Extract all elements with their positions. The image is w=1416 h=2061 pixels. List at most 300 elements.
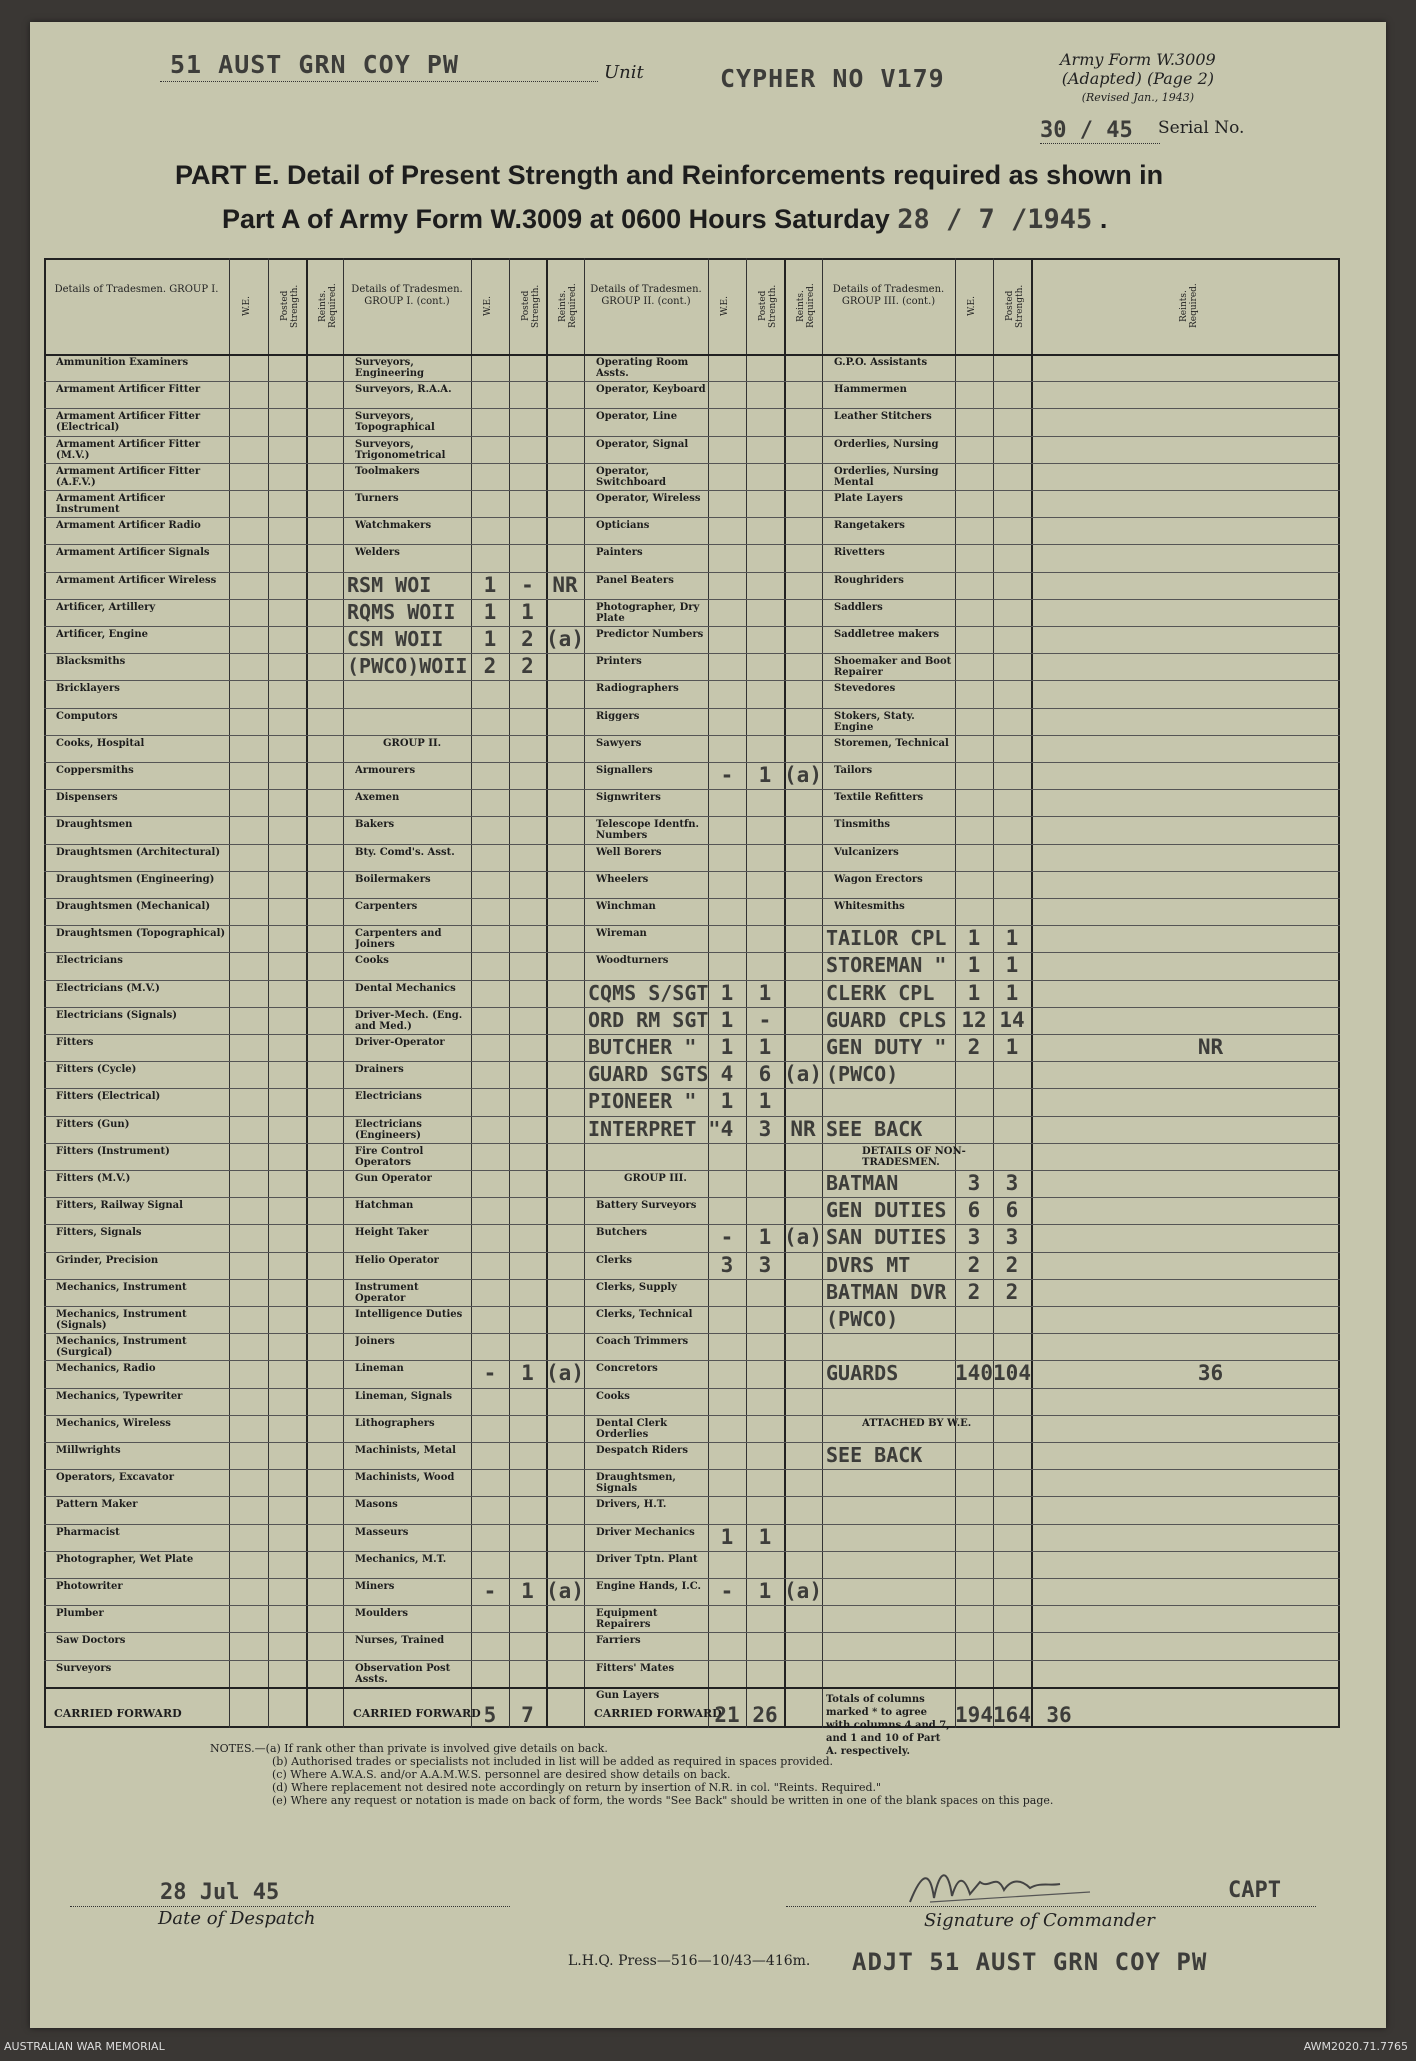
trade-name: Fitters (Electrical) [56, 1091, 161, 1103]
typed-we: 2 [967, 1035, 981, 1059]
trade-name: Equipment Repairers [596, 1608, 658, 1631]
trade-name: Fitters, Signals [56, 1227, 142, 1239]
column-rule [229, 258, 230, 1728]
title-line-2 [222, 204, 1107, 235]
trade-name: Orderlies, Nursing [834, 438, 939, 450]
typed-trade: GEN DUTY " [826, 1035, 947, 1059]
typed-posted: 2 [521, 627, 534, 651]
posted-header: Posted Strength. [758, 284, 778, 328]
group-header: Details of Tradesmen. GROUP I. (cont.) [351, 284, 463, 307]
row-rule [44, 1442, 1340, 1443]
serial-line [1040, 143, 1160, 144]
archive-id: AWM2020.71.7765 [1303, 2040, 1408, 2053]
despatch-label: Date of Despatch [158, 1908, 316, 1929]
carried-rule [44, 1687, 1340, 1689]
typed-reints: (a) [784, 1579, 822, 1603]
trade-name: Watchmakers [355, 520, 432, 532]
trade-name: Computors [56, 710, 118, 722]
trade-name: Intelligence Duties [355, 1309, 463, 1320]
title-line-1: PART E. Detail of Present Strength and Reinforcements required as shown in [175, 160, 1164, 190]
typed-reints: NR [790, 1116, 816, 1141]
trade-name: Mechanics, Instrument [56, 1281, 187, 1293]
trade-name: Observation Post Assts. [355, 1662, 451, 1685]
trade-name: Draughtsmen (Architectural) [56, 846, 221, 858]
trade-name: Operator, Signal [596, 438, 689, 450]
trade-name: Riggers [596, 710, 640, 722]
reints-header: Reints. Required. [317, 283, 338, 329]
row-rule [44, 1197, 1340, 1198]
header-rule [44, 354, 1340, 356]
typed-trade: BUTCHER " [588, 1035, 697, 1059]
trade-name: Surveyors, Trigonometrical [355, 438, 446, 461]
trade-name: Wagon Erectors [834, 873, 923, 885]
trade-name: Cooks, Hospital [56, 737, 145, 749]
trade-name: Grinder, Precision [56, 1254, 159, 1266]
typed-posted: 104 [993, 1361, 1031, 1386]
trade-name: Driver-Mech. (Eng. and Med.) [355, 1009, 463, 1032]
trade-name: Millwrights [56, 1445, 121, 1456]
trade-name: Painters [596, 547, 643, 559]
row-rule [44, 1578, 1340, 1579]
column-rule [306, 258, 308, 1728]
typed-we: 1 [720, 1007, 734, 1032]
notes-block [210, 1742, 1053, 1807]
carried-c4_reints: 36 [1046, 1702, 1072, 1727]
trade-name: Woodturners [596, 955, 669, 967]
trade-name: Saddlers [834, 601, 883, 613]
trade-name: Nurses, Trained [355, 1635, 445, 1647]
trade-name: Plate Layers [834, 493, 903, 504]
trade-name: Miners [355, 1581, 395, 1592]
commander-signature [900, 1862, 1140, 1908]
typed-we: 1 [483, 572, 497, 597]
trade-name: Photographer, Wet Plate [56, 1553, 194, 1565]
trade-name: Clerks, Supply [596, 1281, 677, 1293]
trade-name: Butchers [596, 1227, 647, 1239]
trade-name: Dispensers [56, 792, 118, 804]
typed-we: 3 [720, 1252, 734, 1277]
reints-header: Reints. Required. [558, 283, 578, 329]
typed-trade: CQMS S/SGT [588, 980, 709, 1005]
typed-reints: (a) [546, 1361, 584, 1386]
typed-we: 2 [967, 1252, 981, 1277]
row-rule [44, 1524, 1340, 1525]
typed-we: 6 [967, 1198, 981, 1223]
typed-we: 1 [720, 1524, 734, 1549]
trade-name: Mechanics, Instrument (Surgical) [56, 1336, 187, 1359]
carried-c3_posted: 26 [752, 1702, 778, 1727]
serial-label: Serial No. [1158, 118, 1245, 138]
trade-name: Battery Surveyors [596, 1200, 697, 1212]
typed-we: - [483, 1579, 497, 1603]
row-rule [44, 925, 1340, 926]
row-rule [44, 1605, 1340, 1606]
trade-name: Driver Mechanics [596, 1526, 695, 1538]
row-rule [44, 1496, 1340, 1497]
trade-name: Gun Layers [596, 1689, 660, 1701]
typed-we: 1 [720, 1089, 734, 1114]
trade-name: Armament Artificer Wireless [56, 574, 217, 586]
carried-c4_we: 194 [955, 1702, 993, 1727]
trade-name: Farriers [596, 1635, 641, 1647]
trade-name: Welders [355, 547, 400, 559]
typed-reints: NR [1197, 1035, 1224, 1059]
trade-name: Fitters [56, 1037, 94, 1048]
row-rule [44, 1170, 1340, 1171]
trade-name: Turners [355, 493, 399, 504]
trade-name: Electricians (Signals) [56, 1009, 177, 1021]
trade-name: Mechanics, Radio [56, 1363, 156, 1375]
trade-name: Driver Tptn. Plant [596, 1553, 698, 1565]
row-rule [44, 517, 1340, 518]
row-rule [44, 762, 1340, 763]
typed-posted: - [758, 1007, 772, 1032]
typed-trade: (PWCO) [826, 1062, 899, 1087]
typed-reints: (a) [784, 763, 822, 787]
trade-name: Stokers, Staty. Engine [834, 710, 915, 733]
typed-posted: 1 [1005, 1035, 1019, 1059]
signature-line [786, 1906, 1316, 1907]
typed-trade: BATMAN [826, 1171, 899, 1195]
typed-we: 2 [483, 654, 497, 679]
despatch-date: 28 Jul 45 [160, 1880, 280, 1905]
typed-posted: 6 [1005, 1198, 1019, 1223]
trade-name: Carpenters and Joiners [355, 928, 442, 951]
row-rule [44, 871, 1340, 872]
typed-reints: (a) [546, 1579, 584, 1603]
trade-name: Draughtsmen (Topographical) [56, 928, 226, 940]
note-b: (b) Authorised trades or specialists not included in list will be added as required in spaces provided. [272, 1755, 834, 1768]
trade-name: Photowriter [56, 1581, 123, 1592]
trade-name: Well Borers [596, 846, 662, 858]
typed-trade: STOREMAN " [826, 953, 947, 978]
typed-posted: 3 [758, 1116, 772, 1141]
typed-we: - [720, 763, 734, 787]
typed-posted: 2 [1005, 1252, 1019, 1277]
trade-name: Draughtsmen (Mechanical) [56, 901, 211, 912]
trade-name: Electricians (Engineers) [355, 1118, 422, 1141]
typed-trade: GEN DUTIES [826, 1198, 947, 1223]
trade-name: Boilermakers [355, 873, 431, 885]
reints-header: Reints. Required. [796, 283, 816, 329]
carried-forward-label: CARRIED FORWARD [54, 1706, 182, 1720]
trade-name: G.P.O. Assistants [834, 357, 928, 368]
row-rule [44, 1279, 1340, 1280]
note-e: (e) Where any request or notation is made on back of form, the words "See Back" should be written in one of the blank spaces on this page. [272, 1794, 1054, 1807]
trade-name: Mechanics, Wireless [56, 1417, 171, 1429]
totals-note: Totals of columns marked * to agree with columns 4 and 7, and 1 and 10 of Part A. respectively. [826, 1693, 950, 1757]
trade-name: Whitesmiths [834, 901, 905, 912]
trade-name: Fitters (M.V.) [56, 1173, 131, 1184]
carried-c2_posted: 7 [521, 1702, 534, 1727]
trade-name: Operator, Keyboard [596, 384, 706, 396]
typed-posted: - [521, 572, 534, 597]
section-heading: GROUP II. [383, 737, 442, 749]
trade-name: Fitters, Railway Signal [56, 1200, 183, 1212]
trade-name: Surveyors, Engineering [355, 357, 425, 379]
trade-name: Radiographers [596, 683, 679, 695]
we-header: W.E. [241, 296, 252, 316]
trade-name: Clerks, Technical [596, 1309, 693, 1320]
trade-name: Armourers [355, 765, 416, 776]
trade-name: Pattern Maker [56, 1499, 138, 1511]
serial-value: 30 / 45 [1040, 118, 1133, 143]
trade-name: Wireman [596, 928, 647, 940]
typed-posted: 2 [521, 654, 534, 679]
we-header: W.E. [967, 296, 977, 316]
typed-posted: 1 [758, 980, 772, 1005]
reints-header: Reints. Required. [1178, 283, 1199, 329]
form-adapted: (Adapted) (Page 2) [1061, 69, 1215, 88]
column-rule [784, 258, 786, 1728]
trade-name: Artificer, Engine [56, 629, 148, 640]
posted-header: Posted Strength. [520, 284, 541, 328]
typed-trade: GUARDS [826, 1361, 899, 1386]
typed-posted: 1 [521, 1579, 534, 1603]
typed-reints: 36 [1197, 1361, 1224, 1386]
row-rule [44, 952, 1340, 953]
typed-trade: BATMAN DVR [826, 1279, 947, 1304]
trade-name: Bty. Comd's. Asst. [355, 846, 455, 858]
typed-we: 12 [961, 1007, 987, 1032]
trade-name: Moulders [355, 1608, 409, 1620]
trade-name: Height Taker [355, 1227, 429, 1239]
trade-name: Vulcanizers [834, 846, 899, 858]
typed-reints: (a) [784, 1225, 822, 1250]
trade-name: Wheelers [596, 873, 649, 885]
typed-reints: (a) [784, 1062, 822, 1087]
carried-c3_we: 21 [714, 1702, 740, 1727]
adjutant-stamp: ADJT 51 AUST GRN COY PW [852, 1948, 1208, 1976]
trade-name: Joiners [355, 1336, 395, 1348]
trade-name: Drivers, H.T. [596, 1499, 667, 1511]
trade-name: Printers [596, 656, 642, 668]
typed-trade: SEE BACK [826, 1116, 923, 1141]
typed-reints: NR [552, 572, 578, 597]
row-rule [44, 572, 1340, 573]
trade-name: Roughriders [834, 574, 904, 586]
group-header: Details of Tradesmen. GROUP III. (cont.) [832, 284, 945, 307]
trade-name: Dental Mechanics [355, 982, 456, 994]
archive-credit: AUSTRALIAN WAR MEMORIAL [4, 2040, 165, 2053]
typed-trade: TAILOR CPL [826, 926, 947, 951]
trade-name: Engine Hands, I.C. [596, 1581, 702, 1592]
typed-trade: PIONEER " [588, 1089, 697, 1114]
typed-we: 2 [967, 1279, 981, 1304]
typed-we: 1 [967, 980, 981, 1005]
trade-name: Draughtsmen (Engineering) [56, 873, 215, 885]
unit-line [160, 81, 598, 82]
typed-trade: GUARD SGTS [588, 1062, 709, 1087]
despatch-line [70, 1906, 510, 1907]
group-header: Details of Tradesmen. GROUP I. [54, 284, 219, 295]
carried-c4_posted: 164 [993, 1702, 1031, 1727]
trade-name: Electricians (M.V.) [56, 982, 160, 994]
group-header: Details of Tradesmen. GROUP II. (cont.) [590, 284, 702, 307]
section-heading: GROUP III. [624, 1173, 687, 1184]
typed-trade: CLERK CPL [826, 980, 935, 1005]
trade-name: Operators, Excavator [56, 1472, 174, 1484]
form-name: Army Form W.3009 [1060, 50, 1216, 69]
typed-trade: SEE BACK [826, 1443, 923, 1467]
trade-name: Coppersmiths [56, 765, 134, 776]
column-rule [546, 258, 548, 1728]
typed-posted: 3 [758, 1252, 772, 1277]
typed-trade: (PWCO) [826, 1307, 899, 1331]
row-rule [44, 708, 1340, 709]
trade-name: Masseurs [355, 1526, 409, 1538]
trade-name: Electricians [56, 955, 123, 967]
typed-trade: SAN DUTIES [826, 1225, 947, 1250]
trade-name: Mechanics, M.T. [355, 1553, 447, 1565]
trade-name: Electricians [355, 1091, 422, 1103]
typed-we: - [483, 1361, 497, 1386]
typed-we: - [720, 1579, 734, 1603]
column-rule [584, 258, 585, 1728]
typed-posted: 1 [1005, 926, 1019, 951]
trade-name: Photographer, Dry Plate [596, 601, 700, 624]
typed-we: 1 [720, 1035, 734, 1059]
trade-name: Toolmakers [355, 465, 420, 477]
row-rule [44, 653, 1340, 654]
carried-c2_we: 5 [483, 1702, 497, 1727]
trade-name: Tinsmiths [834, 819, 891, 831]
section-heading: ATTACHED BY W.E. [862, 1417, 972, 1429]
typed-we: 1 [483, 627, 497, 651]
trade-name: Despatch Riders [596, 1445, 688, 1456]
typed-trade: RSM WOI [347, 572, 432, 597]
column-rule [268, 258, 269, 1728]
note-c: (c) Where A.W.A.S. and/or A.A.M.W.S. personnel are desired show details on back. [272, 1768, 731, 1781]
trade-name: Driver-Operator [355, 1037, 445, 1048]
trade-name: Machinists, Wood [355, 1472, 455, 1484]
typed-we: 1 [967, 953, 981, 978]
trade-name: Textile Refitters [834, 792, 924, 804]
we-header: W.E. [483, 296, 493, 316]
trade-name: Pharmacist [56, 1526, 120, 1538]
typed-posted: 1 [758, 763, 772, 787]
typed-posted: 3 [1005, 1171, 1019, 1195]
trade-name: Instrument Operator [355, 1281, 419, 1304]
row-rule [44, 544, 1340, 545]
trade-name: Hatchman [355, 1200, 414, 1212]
trade-name: Tailors [834, 765, 873, 776]
trade-name: Armament Artificer Radio [56, 520, 201, 532]
trade-name: Mechanics, Instrument (Signals) [56, 1309, 187, 1331]
row-rule [44, 1551, 1340, 1552]
row-rule [44, 844, 1340, 845]
row-rule [44, 735, 1340, 736]
trade-name: Signwriters [596, 792, 661, 804]
trade-name: Orderlies, Nursing Mental [834, 465, 939, 488]
row-rule [44, 898, 1340, 899]
trade-name: Cooks [596, 1390, 630, 1402]
row-rule [44, 490, 1340, 491]
typed-reints: (a) [546, 627, 584, 651]
trade-name: Ammunition Examiners [56, 357, 189, 368]
trade-name: Lineman, Signals [355, 1390, 452, 1402]
column-rule [509, 258, 510, 1728]
trade-name: Drainers [355, 1064, 404, 1076]
row-rule [44, 463, 1340, 464]
row-rule [44, 1333, 1340, 1334]
row-rule [44, 789, 1340, 790]
trade-name: Lineman [355, 1363, 404, 1375]
row-rule [44, 381, 1340, 382]
trade-name: Opticians [596, 520, 650, 532]
row-rule [44, 816, 1340, 817]
trade-name: Axemen [355, 792, 400, 804]
trade-name: Shoemaker and Boot Repairer [834, 656, 952, 679]
typed-we: 1 [967, 926, 981, 951]
trade-name: Bakers [355, 819, 395, 831]
typed-we: 4 [720, 1116, 734, 1141]
trade-name: Fitters' Mates [596, 1662, 675, 1674]
row-rule [44, 1224, 1340, 1225]
trade-name: Sawyers [596, 737, 642, 749]
note-d: (d) Where replacement not desired note accordingly on return by insertion of N.R. in col. "Reints. Required." [272, 1781, 882, 1794]
trade-name: Hammermen [834, 384, 907, 396]
press-imprint: L.H.Q. Press—516—10/43—416m. [568, 1953, 811, 1969]
trade-name: Rangetakers [834, 520, 905, 532]
typed-trade: GUARD CPLS [826, 1007, 947, 1032]
column-rule [471, 258, 472, 1728]
typed-posted: 1 [758, 1524, 772, 1549]
trade-name: Artificer, Artillery [56, 601, 156, 613]
typed-posted: 1 [521, 1361, 534, 1386]
typed-posted: 1 [758, 1225, 772, 1250]
trade-name: Dental Clerk Orderlies [596, 1417, 668, 1440]
trade-name: Machinists, Metal [355, 1445, 456, 1456]
trade-name: Operator, Line [596, 411, 678, 423]
trade-name: Predictor Numbers [596, 629, 704, 640]
trade-name: Draughtsmen, Signals [596, 1472, 676, 1495]
trade-name: Blacksmiths [56, 656, 126, 668]
note-a: NOTES.—(a) If rank other than private is involved give details on back. [210, 1742, 608, 1755]
typed-posted: 1 [758, 1035, 772, 1059]
trade-name: Armament Artificer Signals [56, 547, 210, 559]
trade-name: Fire Control Operators [355, 1145, 424, 1168]
trade-name: Helio Operator [355, 1254, 439, 1266]
section-heading: DETAILS OF NON-TRADESMEN. [862, 1145, 966, 1168]
typed-trade: RQMS WOII [347, 599, 456, 624]
column-rule [1031, 258, 1033, 1728]
trade-name: Operator, Switchboard [596, 465, 667, 488]
typed-posted: 1 [1005, 980, 1019, 1005]
trade-name: Telescope Identfn. Numbers [596, 819, 700, 842]
cypher-number: CYPHER NO V179 [720, 64, 945, 93]
trade-name: Winchman [596, 901, 656, 912]
form-revised: (Revised Jan., 1943) [1081, 91, 1195, 104]
trade-name: Surveyors [56, 1662, 112, 1674]
unit-value: 51 AUST GRN COY PW [170, 50, 459, 79]
trade-name: Coach Trimmers [596, 1336, 689, 1348]
carried-forward-label: CARRIED FORWARD [594, 1706, 722, 1720]
trade-name: Stevedores [834, 683, 896, 695]
trade-name: Signallers [596, 765, 653, 776]
typed-we: 140 [955, 1361, 993, 1386]
row-rule [44, 599, 1340, 600]
row-rule [44, 408, 1340, 409]
typed-posted: 1 [758, 1579, 772, 1603]
row-rule [44, 436, 1340, 437]
typed-we: - [720, 1225, 734, 1250]
trade-name: Fitters (Instrument) [56, 1145, 170, 1157]
trade-name: Leather Stitchers [834, 411, 932, 423]
typed-posted: 1 [521, 599, 534, 624]
trade-name: Fitters (Gun) [56, 1118, 130, 1130]
trade-name: Operator, Wireless [596, 493, 701, 504]
